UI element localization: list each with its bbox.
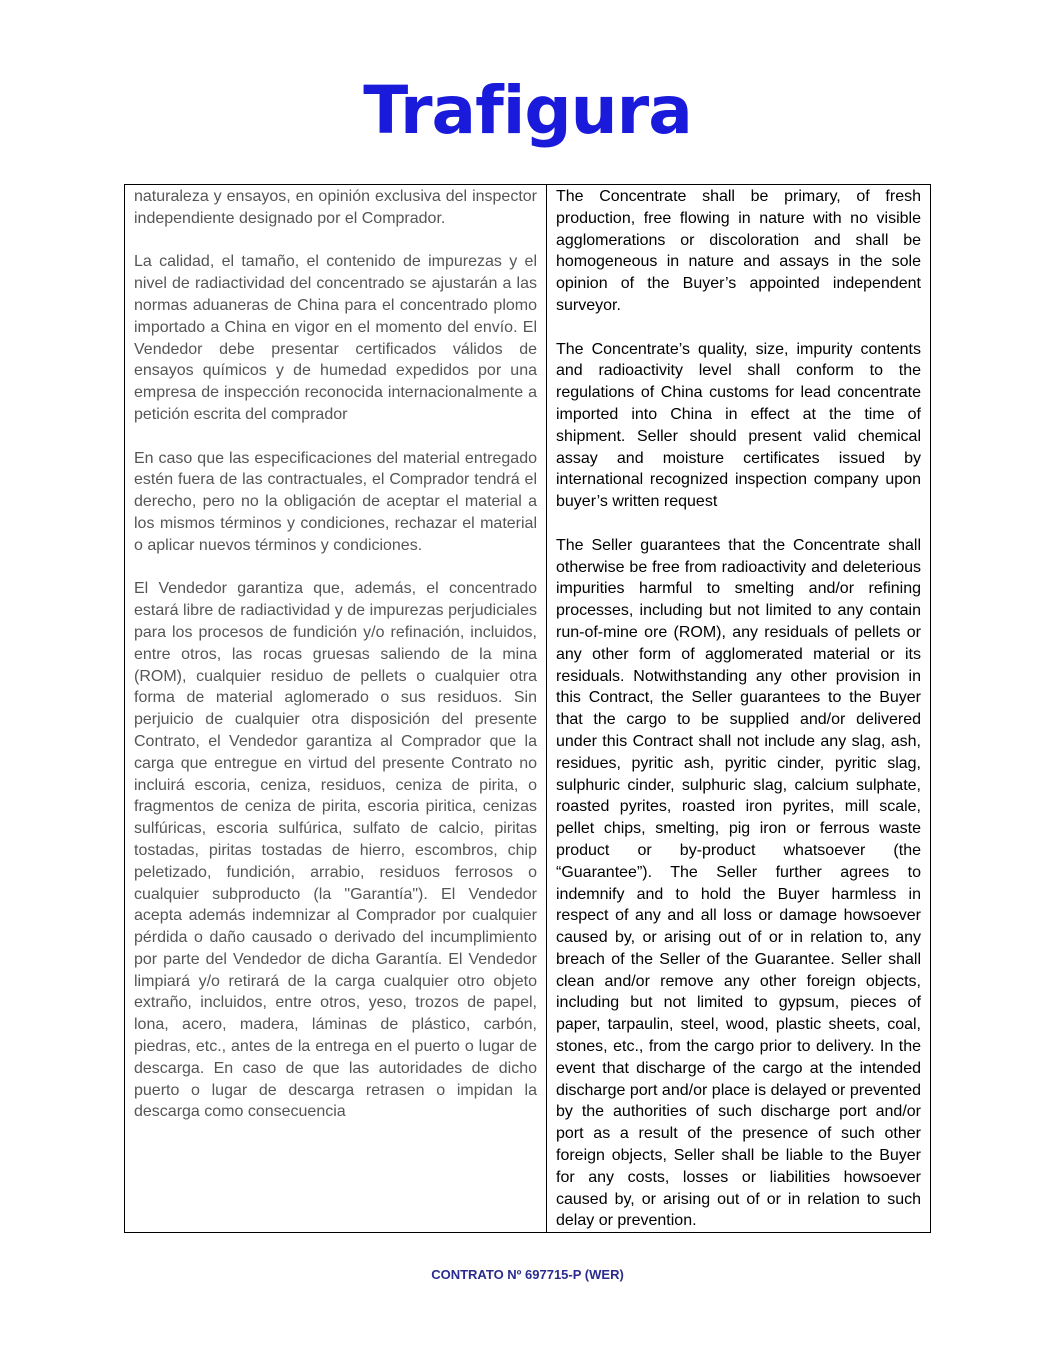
paragraph: The Concentrate’s quality, size, impurity contents and radioactivity level shall conform to the regulations of China customs for lead concentrate imported into China in effect at the time of shipment. Seller should present valid chemical assay and moisture certificates issued by international recognized inspection company upon buyer’s written request xyxy=(556,340,921,511)
paragraph: El Vendedor garantiza que, además, el concentrado estará libre de radiactividad y de impurezas perjudiciales para los procesos de fundición y/o refinación, incluidos, entre otros, las rocas gruesas saliendo de la mina (ROM), cualquier residuo de pellets o cualquier otra forma de material aglomerado o sus residuos. Sin perjuicio de cualquier otra disposición del presente Contrato, el Vendedor garantiza al Comprador que la carga que entregue en virtud del presente Contrato no incluirá escoria, ceniza, residuos, ceniza de pirita, o fragmentos de ceniza de pirita, escoria piritica, cenizas sulfúricas, escoria sulfúrica, sulfato de calcio, piritas tostadas, piritas tostadas de hierro, escombros, chip peletizado, fundición, arrabio, residuos ferrosos o cualquier subproducto (la "Garantía"). El Vendedor acepta además indemnizar al Comprador por cualquier pérdida o daño causado o derivado del incumplimiento por parte del Vendedor de dicha Garantía. El Vendedor limpiará y/o retirará de la carga cualquier otro objeto extraño, incluidos, entre otros, yeso, trozos de papel, lona, acero, madera, láminas de plástico, carbón, piedras, etc., antes de la entrega en el puerto o lugar de descarga. En caso de que las autoridades de dicho puerto o lugar de descarga retrasen o impidan la descarga como consecuencia xyxy=(134,580,537,1121)
contract-number-footer: CONTRATO Nº 697715-P (WER) xyxy=(431,1267,624,1282)
paragraph: La calidad, el tamaño, el contenido de impurezas y el nivel de radiactividad del concentrado se ajustarán a las normas aduaneras de China para el concentrado plomo importado a China en vigor en el momento del envío. El Vendedor debe presentar certificados válidos de ensayos químicos y de humedad expedidos por una empresa de inspección reconocida internacionalmente a petición escrita del comprador xyxy=(134,253,537,423)
company-logo: Trafigura xyxy=(363,72,692,149)
paragraph: The Seller guarantees that the Concentrate shall otherwise be free from radioactivity and deleterious impurities harmful to smelting and/or refining processes, including but not limited to any contain run-of-mine ore (ROM), any residuals of pellets or any other form of agglomerated material or its residuals. Notwithstanding any other provision in this Contract, the Seller guarantees to the Buyer that the cargo to be supplied and/or delivered under this Contract shall not include any slag, ash, residues, pyritic ash, pyritic cinder, pyritic slag, sulphuric cinder, sulphuric slag, calcium sulphate, roasted pyrites, roasted iron pyrites, mill scale, pellet chips, smelting, pig iron or ferrous waste product or by-product whatsoever (the “Guarantee”). The Seller further agrees to indemnify and to hold the Buyer harmless in respect of any and all loss or damage howsoever caused by, or arising out of or in relation to, any breach of the Seller of the Guarantee. Seller shall clean and/or remove any other foreign objects, including but not limited to gypsum, pieces of paper, tarpaulin, steel, wood, plastic sheets, coal, stones, etc., from the cargo prior to delivery. In the event that discharge of the cargo at the intended discharge port and/or place is delayed or prevented by the authorities of such discharge port and/or port as a result of the presence of such other foreign objects, Seller shall be liable to the Buyer for any costs, losses or liabilities howsoever caused by, or arising out of or in relation to such delay or prevention. xyxy=(556,536,921,1230)
english-column xyxy=(547,185,931,1233)
paragraph: The Concentrate shall be primary, of fresh production, free flowing in nature with no visible agglomerations or discoloration and shall be homogeneous in nature and assays in the sole opinion of the Buyer’s appointed independent surveyor. xyxy=(556,188,921,314)
table-row xyxy=(125,185,931,1233)
paragraph: naturaleza y ensayos, en opinión exclusiva del inspector independiente designado por el Comprador. xyxy=(134,188,537,227)
paragraph: En caso que las especificaciones del material entregado estén fuera de las contractuales, el Comprador tendrá el derecho, pero no la obligación de aceptar el material a los mismos términos y condiciones, rechazar el material o aplicar nuevos términos y condiciones. xyxy=(134,449,537,554)
spanish-column xyxy=(125,185,547,1233)
bilingual-clause-table xyxy=(124,184,931,1233)
